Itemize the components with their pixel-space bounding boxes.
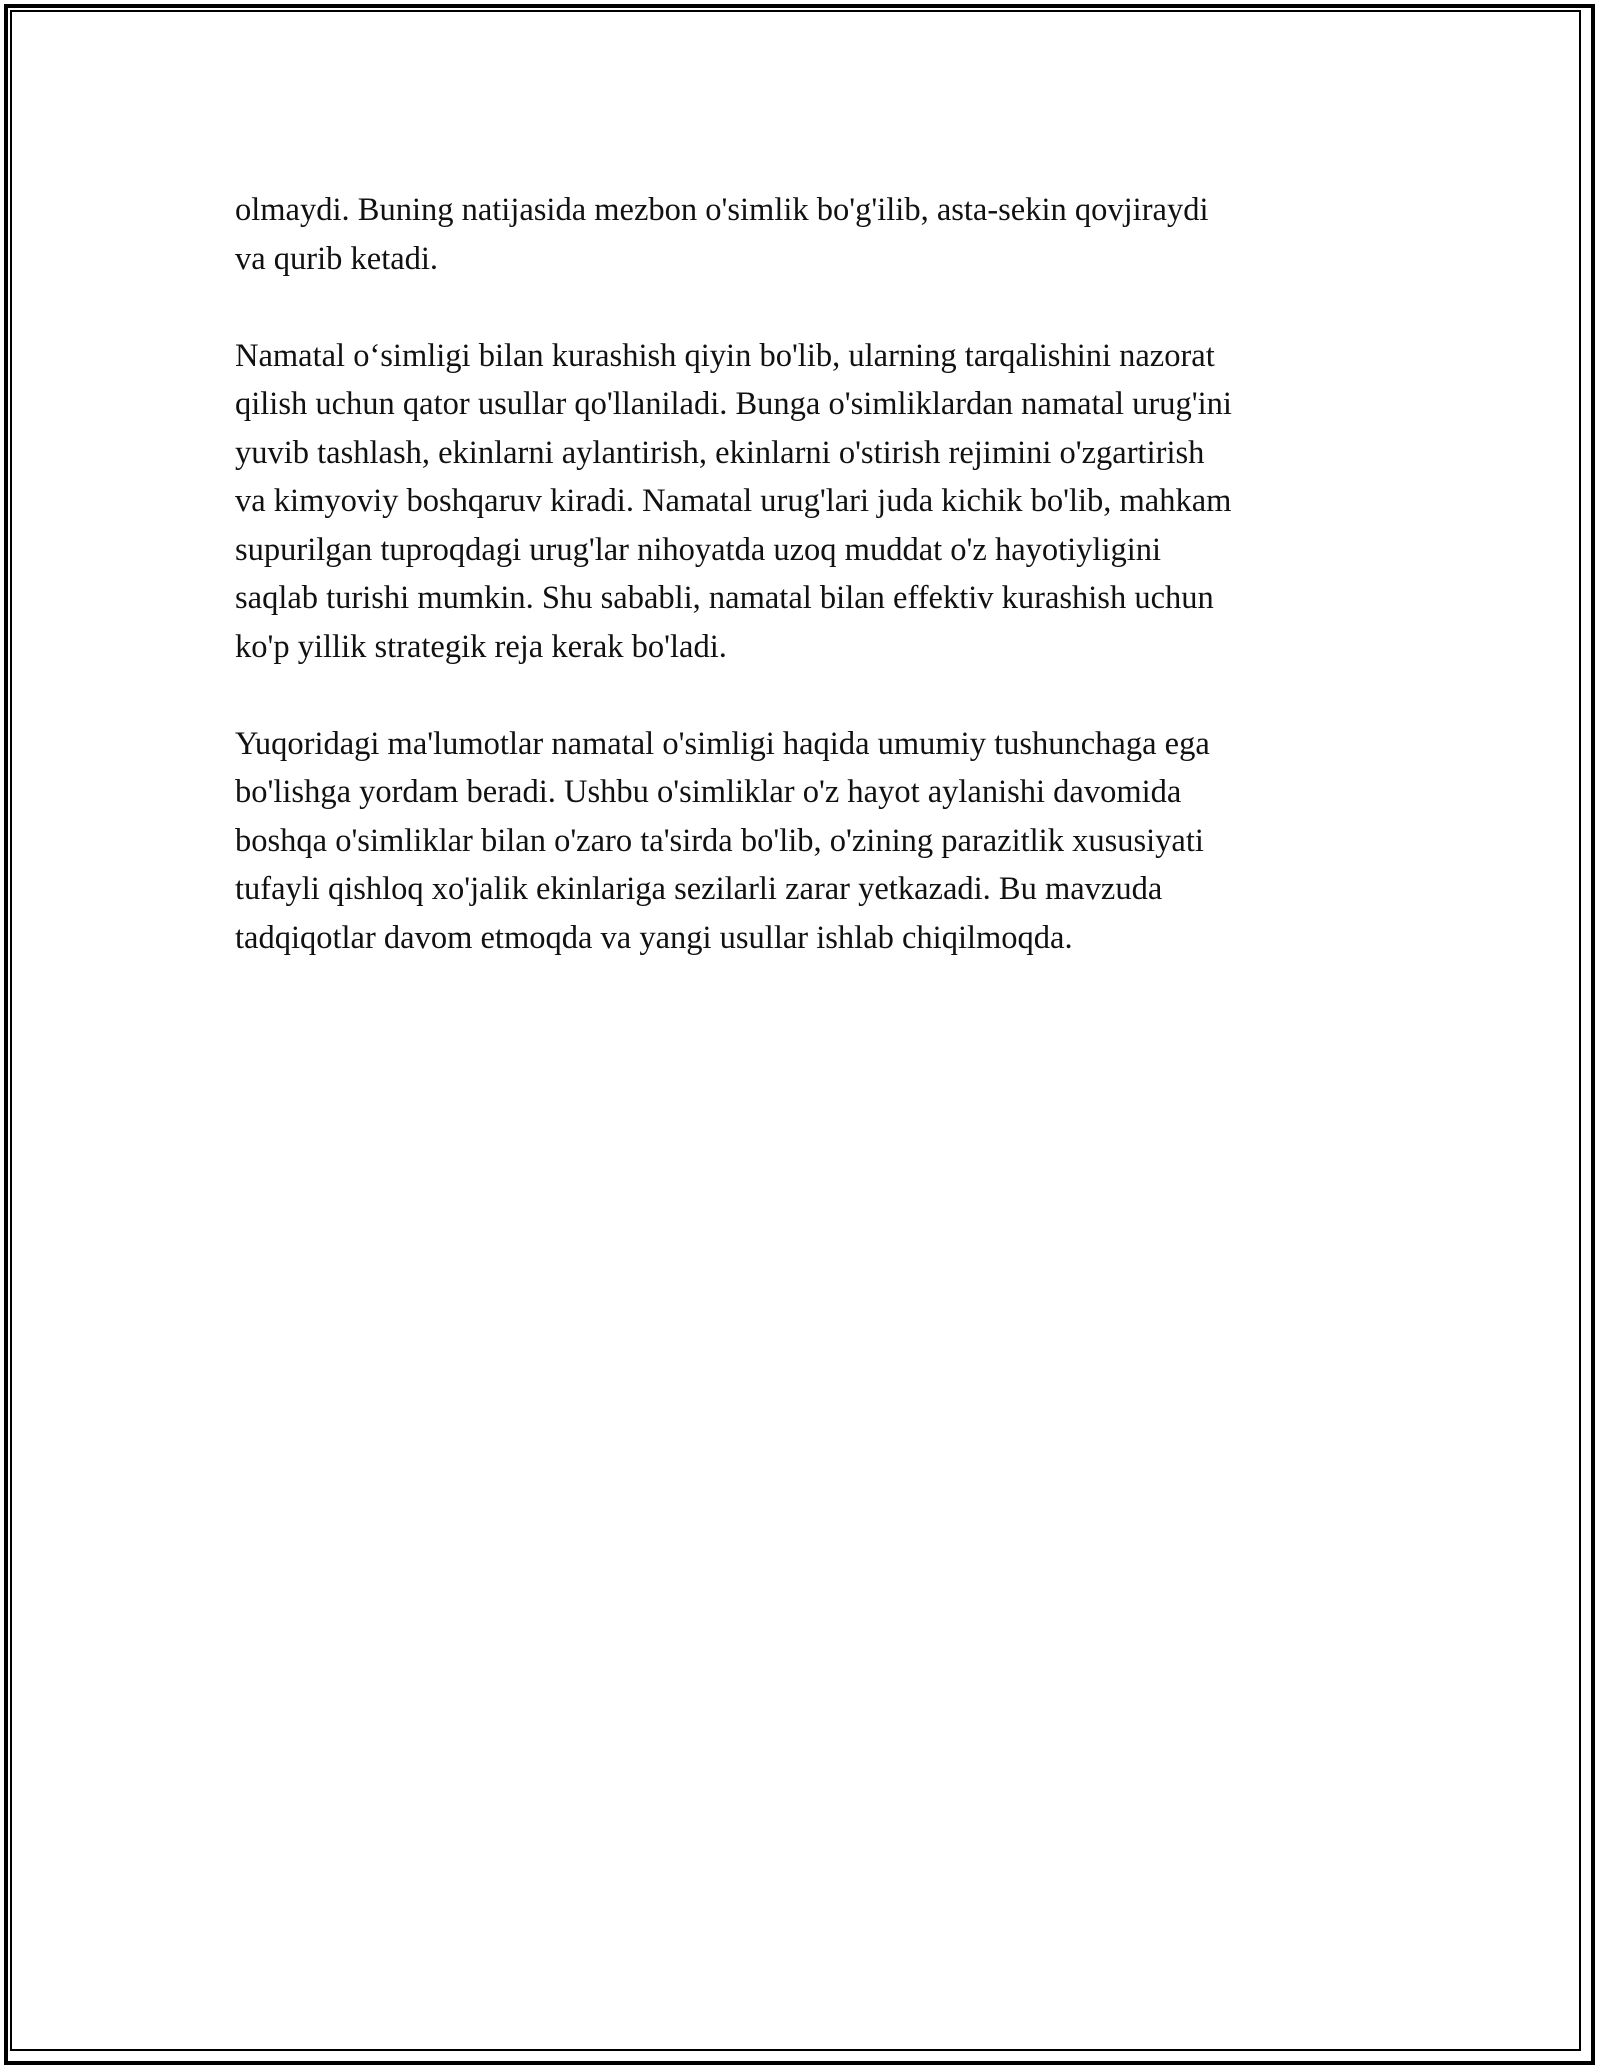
document-body bbox=[235, 186, 1365, 1011]
paragraph-1: olmaydi. Buning natijasida mezbon o'simlik bo'g'ilib, asta-sekin qovjiraydi va qurib ketadi. bbox=[235, 192, 1209, 277]
paragraph-3: Yuqoridagi ma'lumotlar namatal o'simligi haqida umumiy tushunchaga ega bo'lishga yordam beradi. Ushbu o'simliklar o'z hayot aylanishi davomida boshqa o'simliklar bilan o'zaro ta'sirda bo'lib, o'zining parazitlik xususiyati tufayli qishloq xo'jalik ekinlariga sezilarli zarar yetkazadi. Bu mavzuda tadqiqotlar davom etmoqda va yangi usullar ishlab chiqilmoqda. bbox=[235, 725, 1210, 956]
paragraph-2: Namatal o‘simligi bilan kurashish qiyin bo'lib, ularning tarqalishini nazorat qilish uchun qator usullar qo'llaniladi. Bunga o'simliklardan namatal urug'ini yuvib tashlash, ekinlarni aylantirish, ekinlarni o'stirish rejimini o'zgartirish va kimyoviy boshqaruv kiradi. Namatal urug'lari juda kichik bo'lib, mahkam supurilgan tuproqdagi urug'lar nihoyatda uzoq muddat o'z hayotiyligini saqlab turishi mumkin. Shu sababli, namatal bilan effektiv kurashish uchun ko'p yillik strategik reja kerak bo'ladi. bbox=[235, 337, 1232, 665]
